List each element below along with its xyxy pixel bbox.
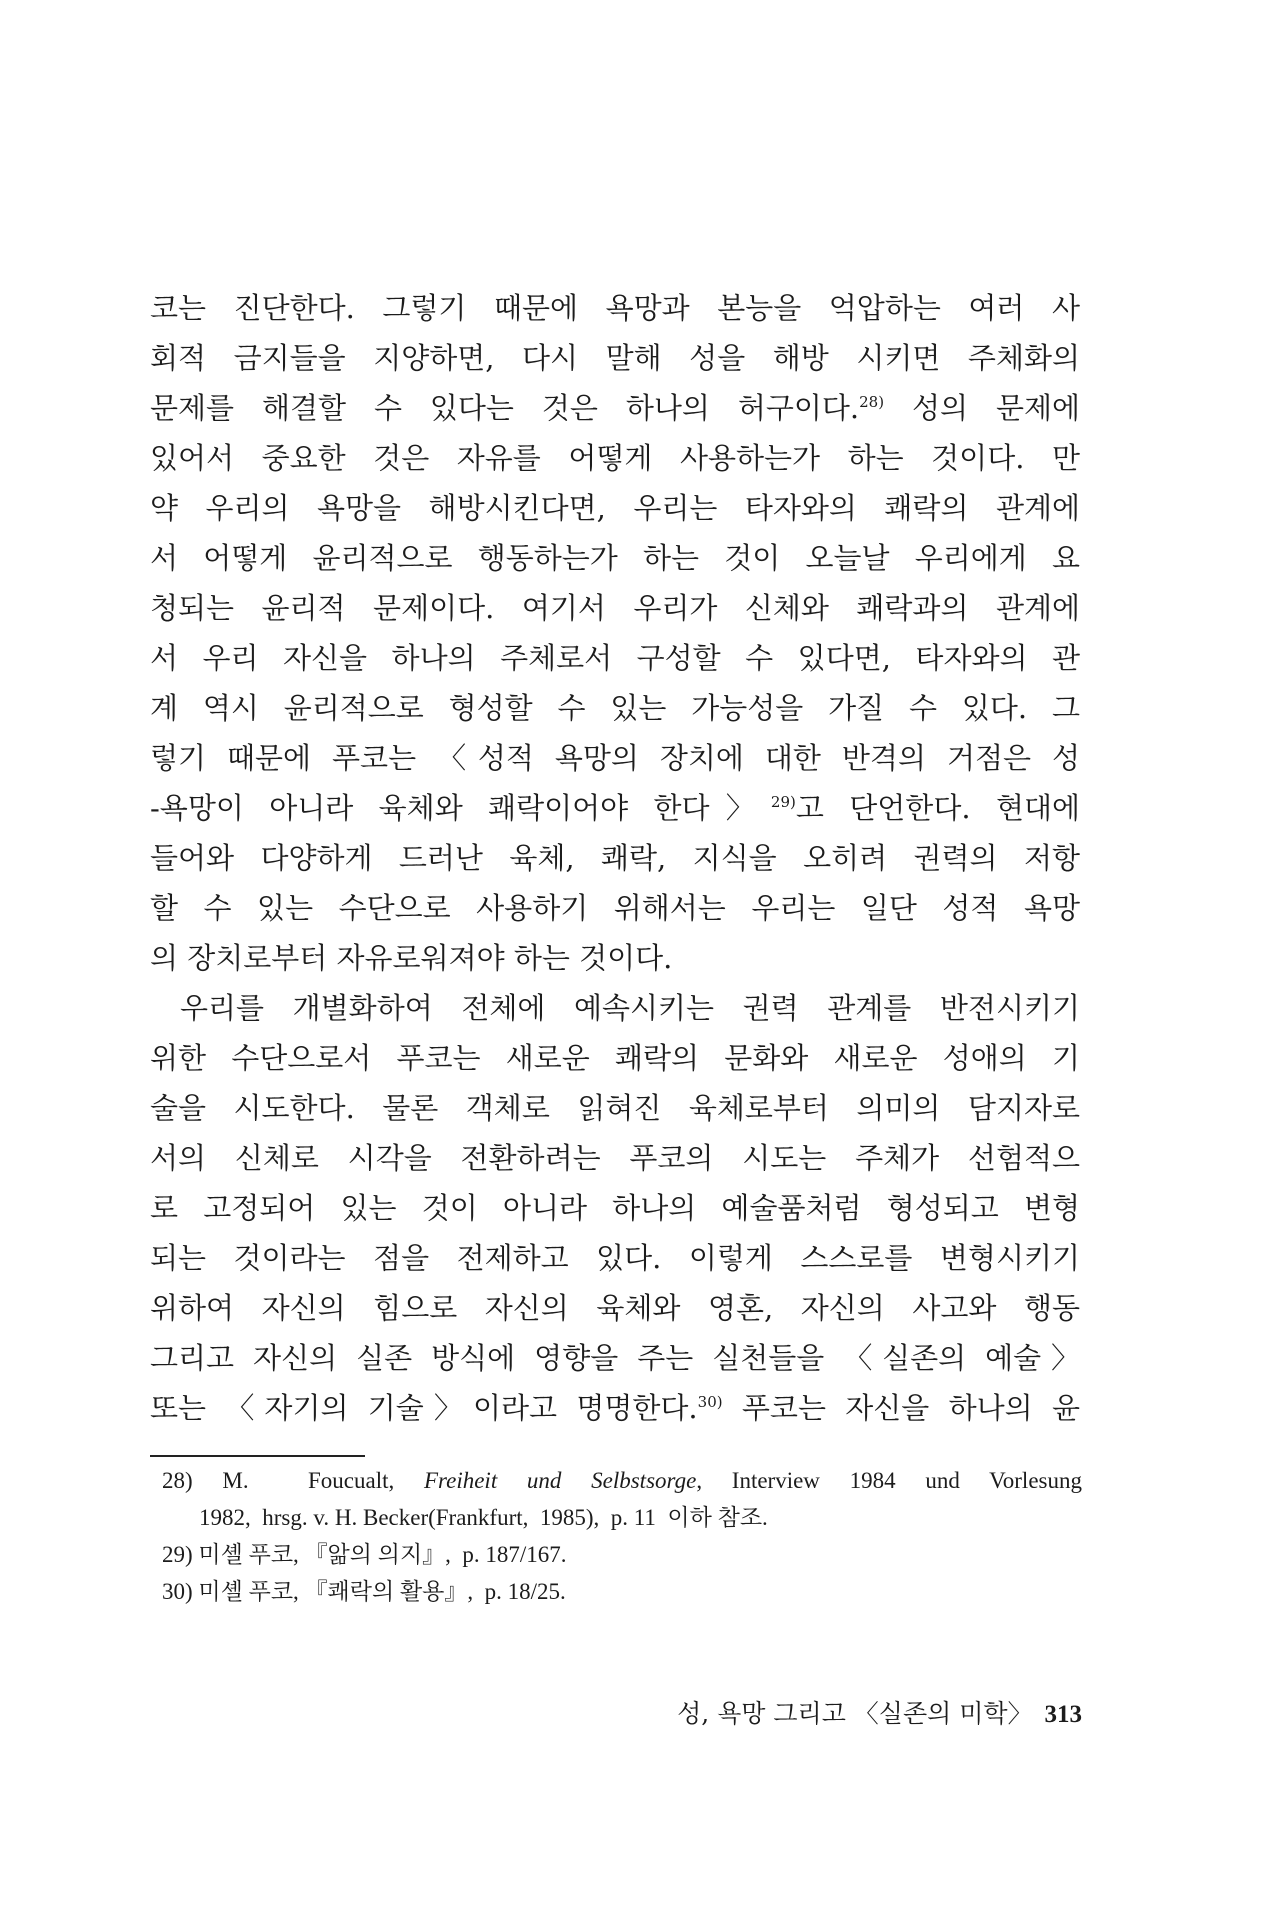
body-line-text: 서 어떻게 윤리적으로 행동하는가 하는 것이 오늘날 우리에게 요 bbox=[150, 541, 1080, 575]
body-line-text: 문제를 해결할 수 있다는 것은 하나의 허구이다. bbox=[150, 391, 860, 425]
body-line bbox=[150, 1383, 1080, 1433]
body-line-text: 위하여 자신의 힘으로 자신의 육체와 영혼, 자신의 사고와 행동 bbox=[150, 1291, 1080, 1325]
footnote-text: 미셸 푸코, 『쾌락의 활용』, p. 18/25. bbox=[198, 1579, 566, 1604]
body-line-text: 우리를 개별화하여 전체에 예속시키는 권력 관계를 반전시키기 bbox=[180, 991, 1080, 1025]
body-line-text-after: 푸코는 자신을 하나의 윤 bbox=[722, 1391, 1080, 1425]
running-title: 성, 욕망 그리고 〈실존의 미학〉 bbox=[677, 1699, 1033, 1728]
body-line-text: 그리고 자신의 실존 방식에 영향을 주는 실천들을 〈실존의 예술〉 bbox=[150, 1341, 1080, 1375]
footnotes bbox=[162, 1462, 1082, 1610]
body-text bbox=[150, 283, 1080, 1433]
body-line-text: 회적 금지들을 지양하면, 다시 말해 성을 해방 시키면 주체화의 bbox=[150, 341, 1080, 375]
page-number: 313 bbox=[1044, 1701, 1082, 1728]
body-line bbox=[150, 983, 1080, 1033]
body-line-text: 들어와 다양하게 드러난 육체, 쾌락, 지식을 오히려 권력의 저항 bbox=[150, 841, 1080, 875]
body-line-text: -욕망이 아니라 육체와 쾌락이어야 한다〉 bbox=[150, 791, 771, 825]
footnote-text: 미셸 푸코, 『앎의 의지』, p. 187/167. bbox=[198, 1542, 567, 1567]
body-line bbox=[150, 483, 1080, 533]
body-line-text: 또는 〈자기의 기술〉이라고 명명한다. bbox=[150, 1391, 698, 1425]
body-line bbox=[150, 1283, 1080, 1333]
footnote-ref: 30) bbox=[697, 1393, 723, 1411]
body-line bbox=[150, 833, 1080, 883]
body-line-text: 코는 진단한다. 그렇기 때문에 욕망과 본능을 억압하는 여러 사 bbox=[150, 291, 1080, 325]
body-line bbox=[150, 533, 1080, 583]
footnote bbox=[162, 1499, 1082, 1536]
footnote-ref: 28) bbox=[859, 393, 885, 411]
body-line bbox=[150, 633, 1080, 683]
body-line-text-after: 성의 문제에 bbox=[884, 391, 1080, 425]
body-line-text-after: 고 단언한다. 현대에 bbox=[795, 791, 1080, 825]
footnote-text: M. Foucualt, Freiheit und Selbstsorge, Interview 1984 und Vorlesung bbox=[222, 1468, 1082, 1493]
body-line-text: 의 장치로부터 자유로워져야 하는 것이다. bbox=[150, 941, 673, 975]
footnote bbox=[162, 1462, 1082, 1499]
running-footer bbox=[560, 1654, 1082, 1775]
body-line bbox=[150, 283, 1080, 333]
footnote bbox=[162, 1536, 1082, 1573]
body-line-text: 서의 신체로 시각을 전환하려는 푸코의 시도는 주체가 선험적으 bbox=[150, 1141, 1080, 1175]
body-line-text: 렇기 때문에 푸코는 〈성적 욕망의 장치에 대한 반격의 거점은 성 bbox=[150, 741, 1080, 775]
body-line-text: 할 수 있는 수단으로 사용하기 위해서는 우리는 일단 성적 욕망 bbox=[150, 891, 1080, 925]
body-line-text: 되는 것이라는 점을 전제하고 있다. 이렇게 스스로를 변형시키기 bbox=[150, 1241, 1080, 1275]
body-line bbox=[150, 883, 1080, 933]
footnote-number: 30) bbox=[162, 1579, 193, 1604]
body-line bbox=[150, 1133, 1080, 1183]
body-line bbox=[150, 1033, 1080, 1083]
footnote-text: 1982, hrsg. v. H. Becker(Frankfurt, 1985), p. 11 이하 참조. bbox=[199, 1505, 768, 1530]
body-line bbox=[150, 583, 1080, 633]
body-line bbox=[150, 1233, 1080, 1283]
body-line bbox=[150, 1183, 1080, 1233]
book-title: Freiheit und Selbstsorge bbox=[423, 1468, 697, 1493]
body-line bbox=[150, 1333, 1080, 1383]
body-line-text: 위한 수단으로서 푸코는 새로운 쾌락의 문화와 새로운 성애의 기 bbox=[150, 1041, 1080, 1075]
body-line-text: 술을 시도한다. 물론 객체로 읽혀진 육체로부터 의미의 담지자로 bbox=[150, 1091, 1080, 1125]
footnote-number: 29) bbox=[162, 1542, 193, 1567]
footnote-number: 28) bbox=[162, 1468, 193, 1493]
body-line bbox=[150, 333, 1080, 383]
body-line-text: 약 우리의 욕망을 해방시킨다면, 우리는 타자와의 쾌락의 관계에 bbox=[150, 491, 1080, 525]
body-line bbox=[150, 383, 1080, 433]
body-line-text: 서 우리 자신을 하나의 주체로서 구성할 수 있다면, 타자와의 관 bbox=[150, 641, 1080, 675]
body-line bbox=[150, 733, 1080, 783]
footnote-divider bbox=[150, 1455, 365, 1457]
footnote-ref: 29) bbox=[770, 793, 796, 811]
body-line bbox=[150, 433, 1080, 483]
body-line-text: 있어서 중요한 것은 자유를 어떻게 사용하는가 하는 것이다. 만 bbox=[150, 441, 1080, 475]
body-line bbox=[150, 783, 1080, 833]
body-line-text: 계 역시 윤리적으로 형성할 수 있는 가능성을 가질 수 있다. 그 bbox=[150, 691, 1080, 725]
body-line bbox=[150, 1083, 1080, 1133]
body-line bbox=[150, 683, 1080, 733]
footnote bbox=[162, 1573, 1082, 1610]
body-line bbox=[150, 933, 1080, 983]
body-line-text: 로 고정되어 있는 것이 아니라 하나의 예술품처럼 형성되고 변형 bbox=[150, 1191, 1080, 1225]
body-line-text: 청되는 윤리적 문제이다. 여기서 우리가 신체와 쾌락과의 관계에 bbox=[150, 591, 1080, 625]
